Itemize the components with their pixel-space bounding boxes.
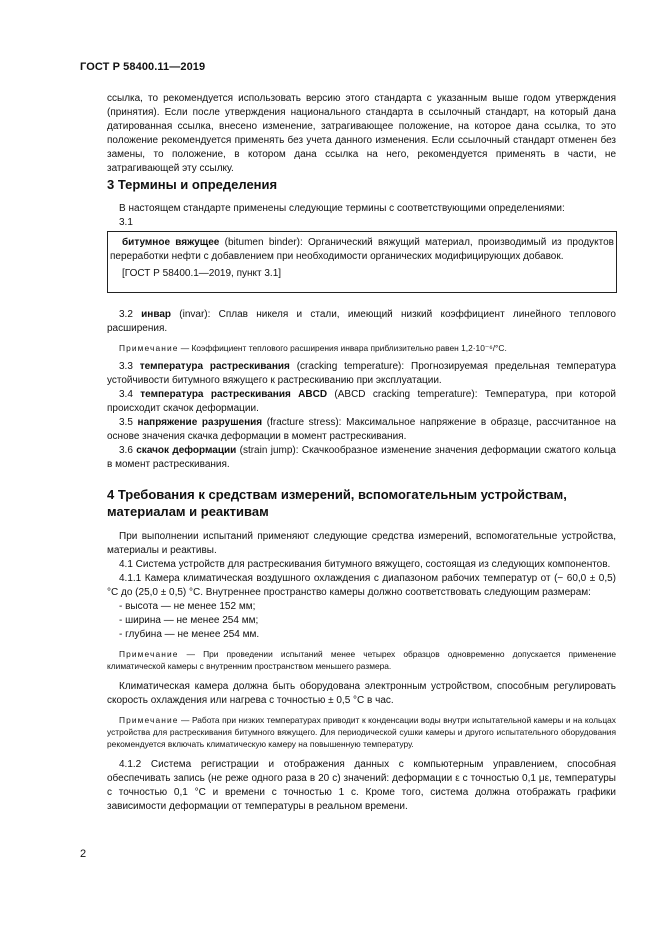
term-3-1-reference: [ГОСТ Р 58400.1—2019, пункт 3.1] bbox=[122, 268, 282, 279]
term-3-1-term: битумное вяжущее bbox=[122, 237, 220, 248]
para-4-1-2: 4.1.2 Система регистрации и отображения данных с компьютерным управлением, способная обеспечивать запись (не реже одного раза в 20 с) значений: деформации ε с точностью 0,1 με, температуры с точностью 0,1 °С и времени с точностью 1 с. Кроме того, система должна отображать графики зависимости деформации от температуры в реальном времени. bbox=[107, 759, 616, 812]
term-3-2-note bbox=[107, 342, 616, 354]
term-3-2 bbox=[107, 308, 616, 336]
term-3-5-term: напряжение разрушения bbox=[137, 417, 263, 428]
term-3-2-term: инвар bbox=[141, 309, 172, 320]
section-4-lead: При выполнении испытаний применяют следующие средства измерений, вспомогательные устройства, материалы и реактивы. bbox=[107, 531, 616, 556]
para-climate-chamber: Климатическая камера должна быть оборудована электронным устройством, способным регулировать скорость охлаждения или нагрева с точностью ± 0,5 °С в час. bbox=[107, 681, 616, 706]
term-3-6-term: скачок деформации bbox=[136, 445, 237, 456]
term-3-3-number: 3.3 bbox=[119, 361, 140, 372]
section-4-body bbox=[107, 530, 616, 814]
note-text: — Работа при низких температурах приводит к конденсации воды внутри испытательной камеры и на кольцах устройства для растрескивания битумного вяжущего. Для периодической сушки камеры и другого испытательного оборудования рекомендуется включать климатическую камеру на повышенную температуру. bbox=[107, 715, 616, 749]
note-label: Примечание bbox=[119, 715, 179, 725]
intro-paragraph bbox=[107, 92, 616, 176]
term-3-3 bbox=[107, 360, 616, 388]
term-3-3-term: температура растрескивания bbox=[139, 361, 290, 372]
term-3-3-text: (cracking temperature): Прогнозируемая предельная температура устойчивости битумного вяжущего к растрескиванию при эксплуатации. bbox=[107, 361, 616, 386]
term-3-1-definition bbox=[110, 236, 614, 264]
term-3-6-number: 3.6 bbox=[119, 445, 137, 456]
term-3-5-number: 3.5 bbox=[119, 417, 138, 428]
list-item: - высота — не менее 152 мм; bbox=[119, 601, 256, 612]
note-label: Примечание bbox=[119, 649, 179, 659]
section-3-lead-block bbox=[107, 202, 616, 230]
note-text: — При проведении испытаний менее четырех образцов одновременно допускается применение климатической камеры с внутренним пространством меньшего размера. bbox=[107, 649, 616, 671]
term-3-2-text: (invar): Сплав никеля и стали, имеющий низкий коэффициент линейного теплового расширения. bbox=[107, 309, 616, 334]
note-text: — Коэффициент теплового расширения инвара приблизительно равен 1,2·10⁻⁶/°С. bbox=[178, 343, 507, 353]
term-3-1-number: 3.1 bbox=[119, 217, 133, 228]
note-condensation bbox=[107, 714, 616, 750]
term-3-5 bbox=[107, 416, 616, 444]
term-3-4-number: 3.4 bbox=[119, 389, 141, 400]
document-header: ГОСТ Р 58400.11—2019 bbox=[80, 61, 206, 73]
note-4-1-1 bbox=[107, 648, 616, 672]
term-3-4 bbox=[107, 388, 616, 416]
section-4-title bbox=[107, 486, 607, 520]
term-3-2-number: 3.2 bbox=[119, 309, 142, 320]
term-3-5-text: (fracture stress): Максимальное напряжение в образце, рассчитанное на основе значения скачка деформации в момент растрескивания. bbox=[107, 417, 616, 442]
term-3-6 bbox=[107, 444, 616, 472]
section-4-title-line-1: 4 Требования к средствам измерений, вспомогательным устройствам, bbox=[107, 487, 567, 502]
note-label: Примечание bbox=[119, 343, 179, 353]
dimensions-list bbox=[107, 600, 616, 642]
para-4-1-1: 4.1.1 Камера климатическая воздушного охлаждения с диапазоном рабочих температур от (− 60,0 ± 0,5) °С до (25,0 ± 0,5) °С. Внутреннее пространство камеры должно соответствовать следующим размерам: bbox=[107, 573, 616, 598]
term-3-4-term: температура растрескивания ABCD bbox=[140, 389, 328, 400]
term-3-1-box bbox=[107, 231, 617, 293]
page-number: 2 bbox=[80, 848, 87, 860]
list-item: - глубина — не менее 254 мм. bbox=[119, 629, 260, 640]
section-3-lead: В настоящем стандарте применены следующие термины с соответствующими определениями: bbox=[119, 203, 565, 214]
para-4-1: 4.1 Система устройств для растрескивания битумного вяжущего, состоящая из следующих компонентов. bbox=[119, 559, 611, 570]
section-3-title: 3 Термины и определения bbox=[107, 177, 278, 192]
term-3-1-text: (bitumen binder): Органический вяжущий материал, производимый из продуктов переработки нефти с добавлением при необходимости органических модифицирующих добавок. bbox=[110, 237, 614, 262]
terms-block bbox=[107, 308, 616, 472]
term-3-6-text: (strain jump): Скачкообразное изменение значения деформации сжатого кольца в момент растрескивания. bbox=[107, 445, 616, 470]
list-item: - ширина — не менее 254 мм; bbox=[119, 615, 259, 626]
intro-text: ссылка, то рекомендуется использовать версию этого стандарта с указанным выше годом утверждения (принятия). Если после утверждения национального стандарта в ссылочный стандарт, на который дана датированная ссылка, внесено изменение, затрагивающее положение, на которое дана ссылка, то это положение рекомендуется применять без учета данного изменения. Если ссылочный стандарт отменен без замены, то положение, в котором дана ссылка на него, рекомендуется применять в части, не затрагивающей эту ссылку. bbox=[107, 93, 616, 174]
section-4-title-line-2: материалам и реактивам bbox=[107, 504, 269, 519]
term-3-4-text: (ABCD cracking temperature): Температура, при которой происходит скачок деформации. bbox=[107, 389, 616, 414]
